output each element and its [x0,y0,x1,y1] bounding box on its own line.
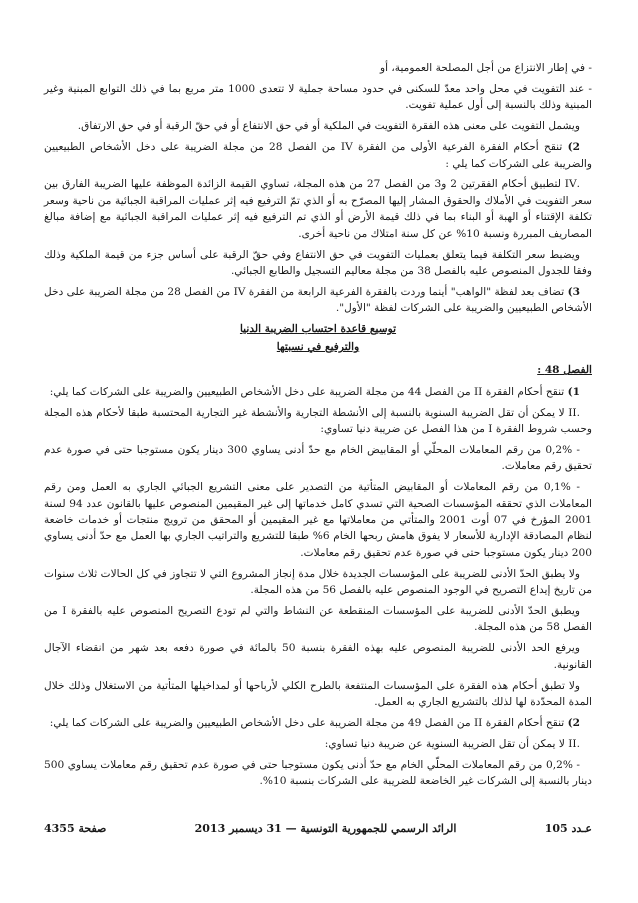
document-body [44,60,592,794]
paragraph: - في إطار الانتزاع من أجل المصلحة العمومية، أو [379,62,592,74]
paragraph: - 0,1% من رقم المعاملات أو المقابيض المتأتية من التصدير على معنى التشريع الجبائي الجاري به العمل ومن رقم المعاملات الذي تحققه المؤسسات الصحية التي تسدي كامل خدماتها إلى غير المقيمين المنصوص عليها بالقانون عدد 94 لسنة 2001 المؤرخ في 07 أوت 2001 والمتأتي من معاملاتها مع غير المقيمين أو المحقق من ترويج منتجات أو خدمات خاضعة لنظام المصادقة الإدارية للأسعار لا يفوق هامش ربحها الخام 6% طبقا للتشريع والتراتيب الجاري بها العمل مع حدّ أدنى يساوي 200 دينار يكون مستوجبا حتى في صورة عدم تحقيق رقم معاملات. [44,481,592,559]
paragraph-text: تنقح أحكام الفقرة II من الفصل 44 من مجلة الضريبة على دخل الأشخاص الطبيعيين والضريبة على الشركات كما يلي: [49,385,568,398]
paragraph-text: تنقح أحكام الفقرة الفرعية الأولى من الفقرة IV من الفصل 28 من مجلة الضريبة على دخل الأشخاص الطبيعيين والضريبة على الشركات كما يلي : [44,141,592,170]
page-number: صفحة 4355 [44,822,107,835]
item-number: 2) [567,716,580,729]
paragraph: ويضبط سعر التكلفة فيما يتعلق بعمليات التفويت في حق الانتفاع وفي حقّ الرقبة على أساس جزء من قيمة الملكية وذلك وفقا للجدول المنصوص عليه بالفصل 38 من مجلة معاليم التسجيل والطابع الجبائي. [44,248,592,277]
section-subheading: والترفيع في نسبتها [276,341,360,354]
paragraph [44,384,592,400]
article-title: الفصل 48 : [537,364,592,377]
paragraph: ويرفع الحد الأدنى للضريبة المنصوص عليه بهذه الفقرة بنسبة 50 بالمائة في صورة دفعه بعد شهر من انقضاء الآجال القانونية. [44,642,592,671]
paragraph [44,284,592,317]
section-heading: توسيع قاعدة احتساب الضريبة الدنيا [239,323,397,336]
item-number: 2) [567,141,581,154]
paragraph: - عند التفويت في محل واحد معدّ للسكنى في حدود مساحة جملية لا تتعدى 1000 متر مربع بما في ذلك التوابع المبنية وغير المبنية وذلك بالنسبة إلى أول عملية تفويت. [44,82,593,112]
paragraph: ولا تطبق أحكام هذه الفقرة على المؤسسات المنتفعة بالطرح الكلي لأرباحها أو لمداخيلها المتأتية من الاستغلال وذلك خلال المدة المحدّدة لها لذلك بالتشريع الجاري به العمل. [44,679,592,708]
item-number: 1) [567,385,580,398]
paragraph: .II لا يمكن أن تقل الضريبة السنوية بالنسبة إلى الأنشطة التجارية والأنشطة غير التجارية المحتسبة طبقا لأحكام هذه المجلة وحسب شروط الفقرة I من هذا الفصل عن ضريبة دنيا تساوي: [44,406,592,435]
paragraph: - 0,2% من رقم المعاملات المحلّي الخام مع حدّ أدنى يكون مستوجبا حتى في صورة عدم تحقيق رقم معاملات يساوي 500 دينار بالنسبة إلى الشركات غير الخاضعة للضريبة على الشركات بنسبة 10%. [44,758,592,788]
paragraph: ويشمل التفويت على معنى هذه الفقرة التفويت في الملكية أو في حق الانتفاع أو في حقّ الرقبة أو في حق الارتفاق. [77,120,580,133]
page-footer [44,822,592,835]
issue-number: عـدد 105 [544,822,592,835]
paragraph [44,139,592,172]
paragraph: ويطبق الحدّ الأدنى للضريبة على المؤسسات المنقطعة عن النشاط والتي لم تودع التصريح المنصوص عليه بالفقرة I من الفصل 58 من هذه المجلة. [44,604,592,634]
paragraph [44,715,592,731]
paragraph: .II لا يمكن أن تقل الضريبة السنوية عن ضريبة دنيا تساوي: [324,737,580,750]
paragraph: ولا يطبق الحدّ الأدنى للضريبة على المؤسسات الجديدة خلال مدة إنجاز المشروع التي لا تتجاوز في كل الحالات ثلاث سنوات من تاريخ إيداع التصريح في الوجود المنصوص عليه بالفصل 56 من هذه المجلة. [44,567,592,597]
paragraph: .IV لتطبيق أحكام الفقرتين 2 و3 من الفصل 27 من هذه المجلة، تساوي القيمة الزائدة الموظفة عليها الضريبة الفارق بين سعر التفويت في الأملاك والحقوق المشار إليها المصرّح به أو الذي تمّ الترفيع فيه إثر عمليات المراقبة الجبائية من ناحية وسعر تكلفة الإقتناء أو الهبة أو البناء بما في ذلك قيمة الأرض أو الذي تم الترفيع فيه إثر عمليات المراقبة الجبائية مع إضافة مبالغ المصاريف المبررة ونسبة 10% عن كل سنة امتلاك من ناحية أخرى. [44,178,592,240]
paragraph: - 0,2% من رقم المعاملات المحلّي أو المقابيض الخام مع حدّ أدنى يساوي 300 دينار يكون مستوجبا حتى في صورة عدم تحقيق رقم معاملات. [44,443,592,473]
gazette-title: الرائد الرسمي للجمهورية التونسية — 31 ديسمبر 2013 [194,822,457,835]
item-number: 3) [567,285,580,298]
paragraph-text: تضاف بعد لفظة "الواهب" أينما وردت بالفقرة الفرعية الرابعة من الفقرة IV من الفصل 28 من مجلة الضريبة على دخل الأشخاص الطبيعيين والضريبة على الشركات لفظة "الأول". [44,285,592,315]
paragraph-text: تنقح أحكام الفقرة II من الفصل 49 من مجلة الضريبة على دخل الأشخاص الطبيعيين والضريبة على الشركات كما يلي: [49,716,568,729]
